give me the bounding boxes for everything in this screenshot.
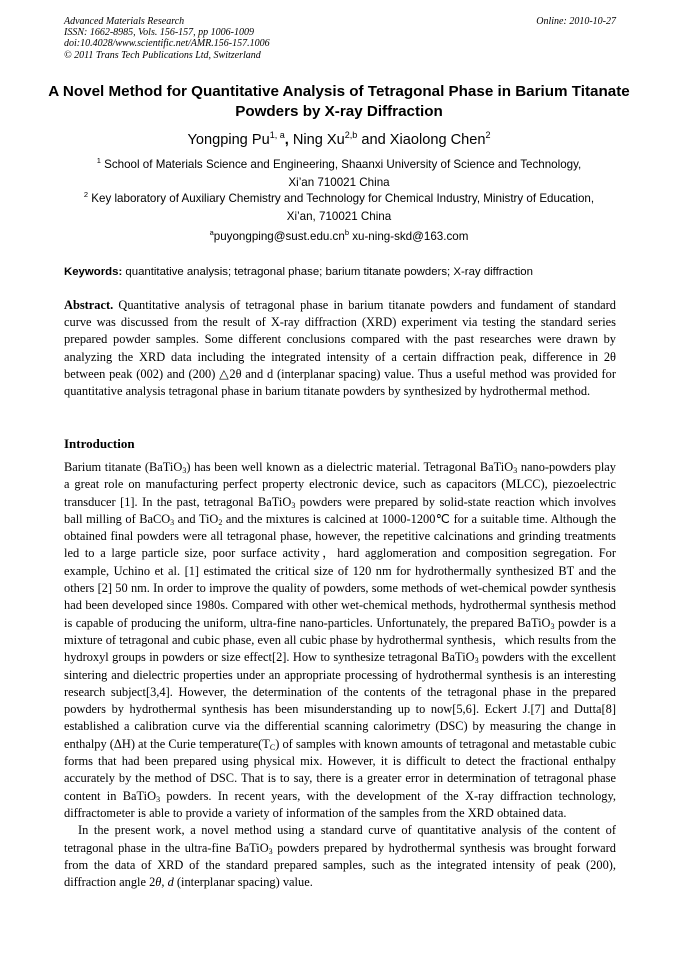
text-run: ) of samples with known amounts of tetragonal and metastable cubic forms that had been prepared using physical mix. However, it is difficult to detect the fractional enthalpy accurately by the method of DSC. That is to say, there is a greater error in determination of tetragonal phase content in BaTiO — [64, 736, 616, 803]
author-conjunction: and — [357, 132, 390, 148]
introduction-body — [64, 459, 616, 891]
author-name: Xiaolong Chen — [389, 132, 486, 148]
paragraph — [64, 459, 616, 822]
text-run: and the mixtures is calcined at 1000-1200℃ for a suitable time. Although the obtained final powders were all tetragonal phase, however, the repetitive calcinations and grinding treatments led to a large particle size, poor surface activity，hard agglomeration and composition segregation. For example, Uchino et al. [1] estimated the critical size of 120 nm for hydrothermally synthesized BT and the others [2] 50 nm. In order to improve the quality of powders, some methods of wet-chemical powder synthesis had been developed since 1980s. Compared with other wet-chemical methods, hydrothermal synthesis method is capable of producing the uniform, ultra-fine nano-particles. Unfortunately, the prepared BaTiO — [64, 511, 616, 630]
keywords-label: Keywords: — [64, 266, 123, 278]
subscript: 3 — [156, 794, 161, 804]
text-run: powders with the excellent sintering and dielectric properties under an appropriate processing of hydrothermal synthesis is an interesting research subject[3,4]. However, the determination of the contents of the tetragonal phase in the prepared powders by hydrothermal synthesis has been misunderstanding up to now[5,6]. Eckert J.[7] and Dutta[8] established a calibration curve via the differential scanning calorimetry (DSC) by measuring the change in enthalpy (ΔH) at the Curie temperature(T — [64, 650, 616, 751]
paragraph — [64, 822, 616, 891]
affiliation-mark: 1 — [96, 156, 101, 165]
text-run: powders were prepared by solid-state reaction which involves ball milling of BaCO — [64, 494, 616, 526]
email-mark: a — [209, 228, 214, 237]
abstract-text: Quantitative analysis of tetragonal phase in barium titanate powders and fundament of standard curve was discussed from the result of X-ray diffraction (XRD) experiment via testing the standard series prepared powder samples. Some different conclusions compared with the past researches were drawn by analyzing the XRD data including the integrated intensity of a certain diffraction peak, difference in 2θ between peak (002) and (200) △2θ and d (interplanar spacing) value. Thus a useful method was provided for quantitative analysis tetragonal phase in barium titanate powders by synthesized by hydrothermal method. — [64, 298, 616, 399]
italic-symbol: θ — [155, 875, 162, 890]
text-run: Barium titanate (BaTiO — [64, 460, 183, 474]
text-run: , — [161, 875, 168, 890]
subscript: 3 — [474, 656, 479, 666]
subscript: 3 — [291, 500, 296, 510]
author-name: Ning Xu — [288, 132, 345, 148]
affiliation-text: School of Materials Science and Engineering, Shaanxi University of Science and Technology, — [100, 158, 582, 171]
issn-line: ISSN: 1662-8985, Vols. 156-157, pp 1006-1009 — [64, 27, 254, 39]
abstract — [64, 297, 616, 400]
text-run: ) has been well known as a dielectric material. Tetragonal BaTiO — [186, 460, 514, 474]
text-run: powders. In recent years, with the development of the X-ray diffraction technology, diffractometer is able to provide a variety of information of the samples from the XRD obtained data. — [64, 788, 616, 820]
doi-line: doi:10.4028/www.scientific.net/AMR.156-157.1006 — [64, 38, 270, 50]
paper-title: A Novel Method for Quantitative Analysis of Tetragonal Phase in Barium Titanate Powders by X-ray Diffraction — [48, 83, 630, 120]
text-run: powder is a mixture of tetragonal and cubic phase, even all cubic phase by hydrothermal synthesis，which results from the hydroxyl groups in powders or size effect[2]. How to synthesize tetragonal BaTiO — [64, 615, 616, 665]
author-affiliation-mark: 2,b — [344, 130, 358, 140]
copyright-line: © 2011 Trans Tech Publications Ltd, Switzerland — [64, 49, 261, 61]
email-mark: b — [344, 228, 349, 237]
subscript: C — [269, 742, 276, 752]
online-date: Online: 2010-10-27 — [536, 16, 616, 27]
author-list — [40, 131, 638, 149]
publication-header — [64, 16, 616, 61]
author-affiliation-mark: 2 — [485, 130, 491, 140]
journal-name: Advanced Materials Research — [64, 16, 185, 27]
text-run: powders prepared by hydrothermal synthesis was brought forward from the data of XRD of the standard prepared samples, such as the integrated intensity of peak (200), diffraction angle 2 — [64, 840, 616, 890]
subscript: 3 — [170, 517, 175, 527]
author-name: Yongping Pu — [187, 132, 270, 148]
text-run: and TiO — [174, 511, 219, 526]
affiliation-text: Xi’an 710021 China — [288, 175, 390, 189]
abstract-label: Abstract. — [64, 298, 114, 312]
subscript: 3 — [268, 846, 273, 856]
subscript: 3 — [513, 466, 518, 475]
author-affiliation-mark: 1, a — [269, 130, 285, 140]
affiliation-text: Key laboratory of Auxiliary Chemistry and Technology for Chemical Industry, Ministry of Education, — [88, 192, 595, 205]
keywords — [64, 264, 616, 280]
affiliation-2 — [50, 190, 628, 225]
author-separator: , — [284, 132, 289, 148]
author-emails — [50, 228, 628, 246]
text-run: In the present work, a novel method using a standard curve of quantitative analysis of the content of tetragonal phase in the ultra-fine BaTiO — [64, 823, 616, 855]
section-heading-introduction: Introduction — [64, 436, 135, 451]
italic-symbol: d — [167, 875, 174, 890]
keywords-text: quantitative analysis; tetragonal phase; barium titanate powders; X-ray diffraction — [122, 266, 533, 278]
email-address[interactable]: puyongping@sust.edu.cn — [213, 230, 345, 243]
text-run: (interplanar spacing) value. — [173, 875, 313, 890]
affiliation-1 — [50, 156, 628, 191]
subscript: 3 — [550, 621, 555, 631]
text-run: nano-powders play a great role on manufacturing perfect property electronic device, such as capacitors (MLCC), piezoelectric transducer [1]. In the past, tetragonal BaTiO — [64, 460, 616, 509]
subscript: 3 — [182, 466, 187, 475]
affiliation-text: Xi’an, 710021 China — [286, 209, 392, 223]
affiliation-mark: 2 — [83, 190, 89, 199]
email-address[interactable]: xu-ning-skd@163.com — [348, 230, 469, 243]
subscript: 2 — [218, 517, 223, 527]
